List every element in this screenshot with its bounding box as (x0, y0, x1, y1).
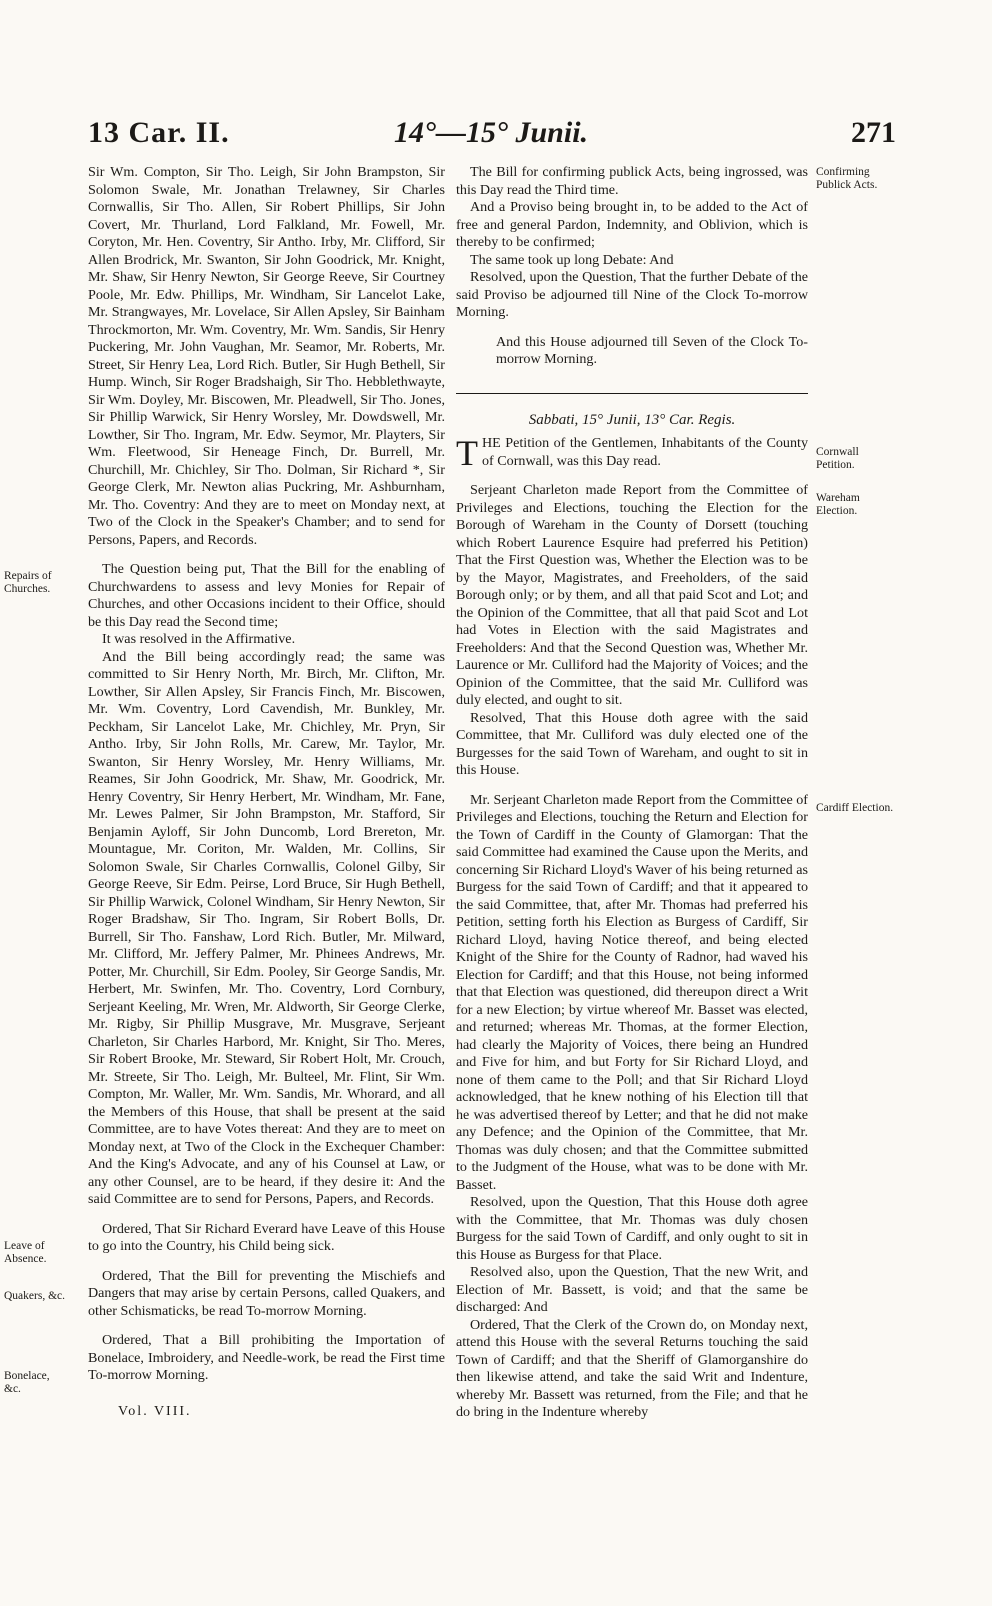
margin-note-leave: Leave of Absence. (4, 1240, 47, 1265)
committee-list-paragraph: Sir Wm. Compton, Sir Tho. Leigh, Sir John Brampston, Sir Solomon Swale, Mr. Jonathan Trelawney, Sir Charles Cornwallis, Sir Tho. Allen, Sir Robert Phillips, Sir John Covert, Mr. Thurland, Lord Falkland, Mr. Fowell, Mr. Coryton, Mr. Hen. Coventry, Sir Antho. Irby, Mr. Clifford, Sir Allen Brodrick, Mr. Swanton, Sir John Goodrick, Mr. Knight, Mr. Shaw, Sir Henry Newton, Sir George Reeve, Sir Courtney Poole, Mr. Edw. Phillips, Mr. Windham, Sir Lancelot Lake, Mr. Strangwayes, Mr. Lovelace, Sir Allen Apsley, Sir Bainham Throckmorton, Mr. Wm. Coventry, Mr. Wm. Sandis, Sir Henry Puckering, Mr. John Vaughan, Mr. Seamor, Mr. Roberts, Mr. Street, Sir Henry Lea, Lord Rich. Butler, Sir Hugh Bethell, Sir Hump. Winch, Sir Roger Bradshaigh, Sir Tho. Hebblethwayte, Sir Wm. Doyley, Mr. Biscowen, Mr. Pleadwell, Sir Tho. Jones, Sir Phillip Warwick, Sir Henry Worsley, Mr. Dowdswell, Mr. Lowther, Sir Tho. Ingram, Mr. Edw. Seymor, Mr. Playters, Sir Wm. Fleetwood, Sir Heneage Finch, Dr. Burrell, Mr. Churchill, Mr. Chichley, Sir Tho. Dolman, Sir Richard *, Sir George Clerk, Mr. Newton alias Puckring, Mr. Ashburnham, Mr. Tho. Coventry: And they are to meet on Monday next, at Two of the Clock in the Speaker's Chamber; and to send for Persons, Papers, and Records. (88, 164, 445, 548)
margin-note-quakers: Quakers, &c. (4, 1290, 65, 1302)
cornwall-petition-text: HE Petition of the Gentlemen, Inhabitants of the County of Cornwall, was this Day read. (482, 435, 808, 469)
publick-acts-paragraph: The Bill for confirming publick Acts, being ingrossed, was this Day read the Third time. (456, 164, 808, 198)
margin-note-cornwall: Cornwall Petition. (816, 446, 859, 471)
leave-of-absence-paragraph: Ordered, That Sir Richard Everard have Leave of this House to go into the Country, his Child being sick. (88, 1220, 445, 1254)
debate-paragraph: The same took up long Debate: And (470, 251, 674, 268)
churchwardens-question-paragraph: The Question being put, That the Bill for the enabling of Churchwardens to assess and levy Monies for Repair of Churches, and other Occasions incident to their Office, should be this Day read the Second time; (88, 561, 445, 630)
wareham-resolution-paragraph: Resolved, That this House doth agree with the said Committee, that Mr. Culliford was duly elected one of the Burgesses for the said Town of Wareham, and ought to sit in this House. (456, 709, 808, 778)
header-date: 14°—15° Junii. (394, 116, 589, 149)
quakers-bill-paragraph: Ordered, That the Bill for preventing the Mischiefs and Dangers that may arise by certain Persons, called Quakers, and other Schismaticks, be read To-morrow Morning. (88, 1267, 445, 1319)
writ-void-paragraph: Resolved also, upon the Question, That the new Writ, and Election of Mr. Bassett, is void; and that the same be discharged: And (456, 1264, 808, 1315)
day-title: Sabbati, 15° Junii, 13° Car. Regis. (528, 411, 736, 428)
margin-note-cardiff: Cardiff Election. (816, 802, 894, 814)
margin-note-repairs: Repairs of Churches. (4, 570, 52, 595)
wareham-report-paragraph: Serjeant Charleton made Report from the Committee of Privileges and Elections, touching the Election for the Borough of Wareham in the County of Dorsett (touching which Robert Laurence Esquire had preferred his Petition) That the First Question was, Whether the Election was to be by the Mayor, Magistrates, and Freeholders, of the said Borough only; or by them, and all that paid Scot and Lot; and the Opinion of the Committee, that all that paid Scot and Lot had Votes in Election with the said Magistrates and Freeholders: And that the Second Question was, Whether Mr. Laurence or Mr. Culliford had the Majority of Voices; and the Opinion of the Committee, that the said Mr. Culliford was duly elected, and ought to sit. (456, 482, 808, 708)
bonelace-bill-paragraph: Ordered, That a Bill prohibiting the Importation of Bonelace, Imbroidery, and Needle-work, be read the First time To-morrow Morning. (88, 1332, 445, 1383)
cardiff-resolution-paragraph: Resolved, upon the Question, That this House doth agree with the Committee, that Mr. Thomas was duly chosen Burgess for the said Town of Cardiff, and only ought to sit in this House as Burgess for that Place. (456, 1194, 808, 1263)
resolved-affirmative-paragraph: It was resolved in the Affirmative. (102, 631, 296, 647)
left-column (88, 164, 445, 1385)
page-header (88, 116, 896, 164)
churches-committee-paragraph: And the Bill being accordingly read; the same was committed to Sir Henry North, Mr. Birch, Mr. Clifton, Mr. Lowther, Sir Allen Apsley, Sir Francis Finch, Mr. Biscowen, Mr. Wm. Coventry, Lord Cavendish, Mr. Bunkley, Mr. Peckham, Sir Lancelot Lake, Mr. Chichley, Mr. Pryn, Sir Antho. Irby, Sir John Rolls, Mr. Carew, Mr. Taylor, Mr. Swanton, Sir Henry Worsley, Mr. Henry Williams, Mr. Reames, Sir John Goodrick, Mr. Shaw, Mr. Goodrick, Mr. Henry Coventry, Sir Henry Herbert, Mr. Windham, Mr. Fane, Mr. Lewes Palmer, Sir John Brampston, Mr. Stafford, Sir Benjamin Ayloff, Sir John Duncomb, Lord Brereton, Mr. Mountague, Mr. Coriton, Mr. Walden, Mr. Collins, Sir Solomon Swale, Sir Charles Cornwallis, Colonel Gilby, Sir George Reeve, Sir Edm. Peirse, Lord Bruce, Sir Hugh Bethell, Sir Phillip Warwick, Colonel Windham, Sir Henry Newton, Sir Roger Bradshaw, Sir Tho. Ingram, Sir Robert Bolls, Dr. Burrell, Sir Tho. Fanshaw, Lord Rich. Butler, Mr. Milward, Mr. Clifford, Mr. Jeffery Palmer, Mr. Phinees Andrews, Mr. Potter, Mr. Churchill, Sir Edm. Pooley, Sir George Sandis, Mr. Herbert, Mr. Swinfen, Mr. Tho. Coventry, Lord Cornbury, Serjeant Keeling, Mr. Wren, Mr. Aldworth, Sir George Clerke, Mr. Rigby, Sir Phillip Musgrave, Mr. Musgrave, Serjeant Charleton, Sir Charles Harbord, Mr. Knight, Sir Tho. Meres, Sir Robert Brooke, Mr. Steward, Sir Robert Holt, Mr. Crouch, Mr. Streete, Sir Tho. Leigh, Mr. Bulteel, Mr. Flint, Sir Wm. Compton, Mr. Waller, Mr. Wm. Sandis, Mr. Whorard, and all the Members of this House, that shall be present at the said Committee, are to have Votes thereat: And they are to meet on Monday next, at Two of the Clock in the Exchequer Chamber: And the King's Advocate, and any of his Counsel at Law, or any other Counsel, are to be heard, if they desire it: And the said Committee are to send for Persons, Papers, and Records. (88, 648, 445, 1207)
margin-note-wareham: Wareham Election. (816, 492, 860, 517)
margin-note-bonelace: Bonelace, &c. (4, 1370, 50, 1395)
cornwall-petition-paragraph (456, 433, 808, 473)
margin-note-confirming: Confirming Publick Acts. (816, 166, 878, 191)
adjournment-paragraph: And this House adjourned till Seven of the Clock To-morrow Morning. (496, 333, 808, 367)
cardiff-report-paragraph: Mr. Serjeant Charleton made Report from the Committee of Privileges and Elections, touching the Return and Election for the Town of Cardiff in the County of Glamorgan: That the said Committee had examined the Cause upon the Merits, and concerning Sir Richard Lloyd's Waver of his being returned as Burgess for the said Town of Cardiff; and that it appeared to the said Committee, that, after Mr. Thomas had preferred his Petition, setting forth his Election as Burgess of Cardiff, Sir Richard Lloyd, having Notice thereof, and being elected Knight of the Shire for the County of Radnor, had waved his Election for Cardiff; and that this House, not being informed that that Election was questioned, did thereupon direct a Writ for a new Election; by virtue whereof Mr. Basset was elected, and returned; whereas Mr. Thomas, at the former Election, had clearly the Majority of Voices, there being an Hundred and Five for him, and but Forty for Sir Richard Lloyd, and none of them came to the Poll; and that Sir Richard Lloyd acknowledged, that he knew nothing of his Election till that he was advertised thereof by Letter; and that he did not make any Defence; and the Opinion of the Committee, that Mr. Thomas was duly chosen; and that the Committee submitted to the Judgment of the House, what was to be done with Mr. Basset. (456, 791, 808, 1193)
header-regnal-year: 13 Car. II. (88, 116, 230, 149)
section-divider (456, 393, 808, 394)
clerk-order-paragraph: Ordered, That the Clerk of the Crown do, on Monday next, attend this House with the several Returns touching the said Town of Cardiff; and that the Sheriff of Glamorganshire do then likewise attend, and take the said Writ and Indenture, whereby Mr. Bassett was returned, from the File; and that he do bring in the Indenture whereby (456, 1316, 808, 1420)
proviso-paragraph: And a Proviso being brought in, to be added to the Act of free and general Pardon, Indemnity, and Oblivion, which is thereby to be confirmed; (456, 199, 808, 250)
right-column (456, 164, 808, 1422)
proviso-resolution-paragraph: Resolved, upon the Question, That the further Debate of the said Proviso be adjourned till Nine of the Clock To-morrow Morning. (456, 269, 808, 320)
drop-cap: T (456, 433, 478, 473)
volume-footer: Vol. VIII. (118, 1404, 192, 1419)
header-page-number: 271 (851, 116, 896, 149)
